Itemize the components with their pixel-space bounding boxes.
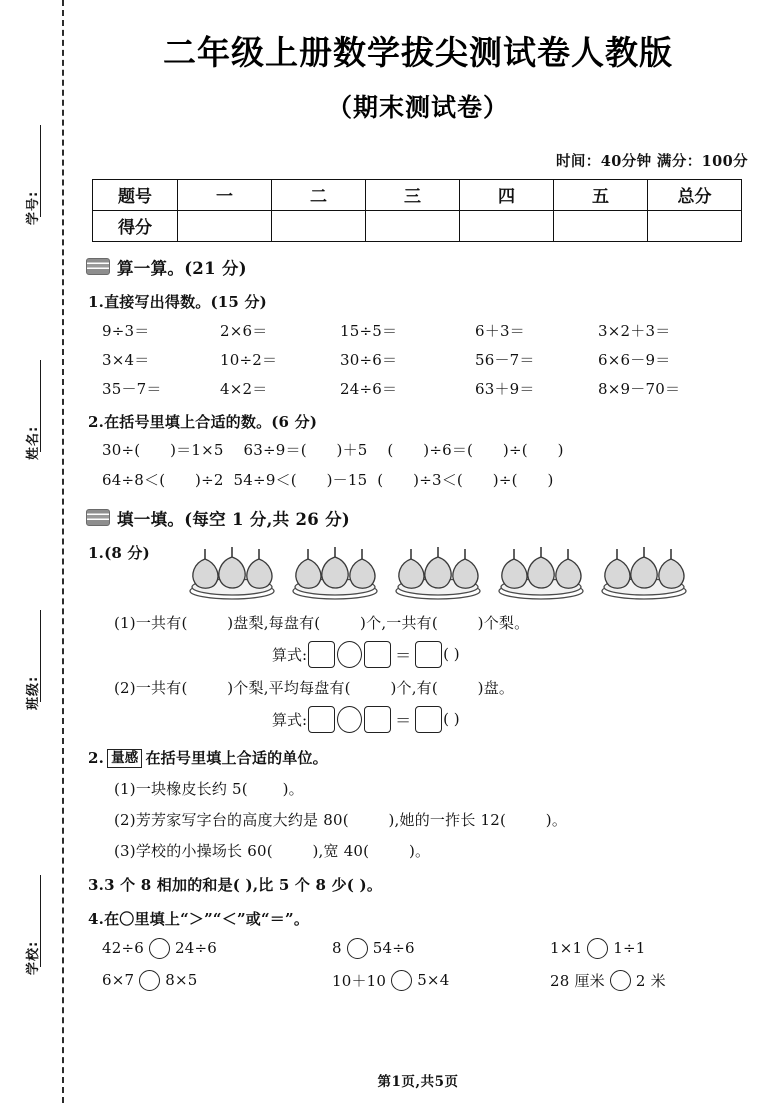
table-row-scores xyxy=(93,210,742,241)
q-number: 3. xyxy=(88,875,105,894)
comparison-item[interactable] xyxy=(332,970,550,991)
calc-item[interactable]: 8×9－70＝ xyxy=(598,379,681,398)
paren-fill-row[interactable]: 30÷( )＝1×5 63÷9＝( )＋5 ( )÷6＝( )÷( ) xyxy=(102,440,564,459)
comparison-grid xyxy=(102,938,752,991)
equals-sign: ＝ xyxy=(395,645,412,665)
formula-box-b[interactable] xyxy=(364,641,391,668)
calc-item[interactable]: 2×6＝ xyxy=(220,321,268,340)
section-bars-icon xyxy=(86,509,110,526)
formula-row-2 xyxy=(272,706,752,733)
arithmetic-row xyxy=(102,320,752,341)
score-value-3[interactable] xyxy=(460,210,554,241)
question-2-1-sub2[interactable]: (2)一共有( )个梨,平均每盘有( )个,有( )盘。 xyxy=(114,678,515,697)
formula-operator-circle[interactable] xyxy=(337,641,362,668)
q-text: 在括号里填上合适的单位。 xyxy=(145,748,328,767)
score-row-label-1: 得分 xyxy=(93,210,178,241)
comparison-item[interactable] xyxy=(102,938,332,959)
score-value-4[interactable] xyxy=(554,210,648,241)
arithmetic-row xyxy=(102,378,752,399)
score-col-5: 总分 xyxy=(648,179,742,210)
score-col-0: 一 xyxy=(178,179,272,210)
question-2-2-label xyxy=(88,747,752,768)
exam-meta: 时间：40分钟 满分：100分 xyxy=(556,152,748,170)
question-1-2-label xyxy=(88,411,752,432)
section-2-title: 填一填。(每空 1 分,共 26 分) xyxy=(117,509,350,529)
comparison-circle[interactable] xyxy=(587,938,608,959)
formula-label: 算式: xyxy=(272,710,308,729)
cmp-right: 1÷1 xyxy=(613,939,646,958)
calc-item[interactable]: 3×2＋3＝ xyxy=(598,321,671,340)
formula-unit-paren[interactable]: ( ) xyxy=(443,710,460,729)
formula-box-result[interactable] xyxy=(415,641,442,668)
score-value-5[interactable] xyxy=(648,210,742,241)
calc-item[interactable]: 63＋9＝ xyxy=(475,379,535,398)
calc-item[interactable]: 30÷6＝ xyxy=(340,350,398,369)
q-text: 直接写出得数。(15 分) xyxy=(104,292,267,311)
score-col-1: 二 xyxy=(272,179,366,210)
equals-sign: ＝ xyxy=(395,710,412,730)
cmp-right: 54÷6 xyxy=(372,939,415,958)
calc-item[interactable]: 6×6－9＝ xyxy=(598,350,671,369)
q-text: 在〇里填上“＞”“＜”或“＝”。 xyxy=(104,909,310,928)
cmp-left: 10＋10 xyxy=(332,971,387,990)
score-col-2: 三 xyxy=(366,179,460,210)
sidebar-label-xuehao: 学号: xyxy=(26,190,41,225)
comparison-row xyxy=(102,970,752,991)
pear-plate xyxy=(185,541,280,601)
comparison-item[interactable] xyxy=(550,938,750,959)
pear-plate xyxy=(494,541,589,601)
section-1-title: 算一算。(21 分) xyxy=(117,258,247,278)
section-bars-icon xyxy=(86,258,110,275)
calc-item[interactable]: 56－7＝ xyxy=(475,350,535,369)
score-col-4: 五 xyxy=(554,179,648,210)
comparison-item[interactable] xyxy=(550,970,750,991)
formula-label: 算式: xyxy=(272,645,308,664)
comparison-item[interactable] xyxy=(332,938,550,959)
exam-content xyxy=(84,0,752,1103)
page-title: 二年级上册数学拔尖测试卷人教版 xyxy=(163,33,673,72)
score-row-label-0: 题号 xyxy=(93,179,178,210)
comparison-circle[interactable] xyxy=(610,970,631,991)
liang-gan-tag: 量感 xyxy=(107,749,142,768)
cmp-left: 42÷6 xyxy=(102,939,144,958)
comparison-circle[interactable] xyxy=(347,938,368,959)
score-table xyxy=(92,179,742,242)
q-number: 2. xyxy=(88,412,105,431)
calc-item[interactable]: 9÷3＝ xyxy=(102,321,150,340)
section-1-header xyxy=(86,255,752,279)
cmp-right: 5×4 xyxy=(417,971,450,990)
question-2-1-sub1[interactable]: (1)一共有( )盘梨,每盘有( )个,一共有( )个梨。 xyxy=(114,613,530,632)
arithmetic-row xyxy=(102,349,752,370)
cut-dashed-line xyxy=(62,0,64,1103)
calc-item[interactable]: 6＋3＝ xyxy=(475,321,525,340)
formula-box-a[interactable] xyxy=(308,706,335,733)
q-number: 1. xyxy=(88,292,105,311)
q-number: 2. xyxy=(88,748,105,767)
unit-item[interactable]: (1)一块橡皮长约 5( )。 xyxy=(114,779,304,798)
q-text: (8 分) xyxy=(104,543,150,562)
cmp-right: 2 米 xyxy=(635,971,666,990)
score-col-3: 四 xyxy=(460,179,554,210)
section-2-header xyxy=(86,506,752,530)
comparison-row xyxy=(102,938,752,959)
comparison-circle[interactable] xyxy=(139,970,160,991)
page-footer: 第1页,共5页 xyxy=(377,1074,459,1090)
paren-fill-grid xyxy=(102,439,752,490)
pear-plates-illustration xyxy=(124,541,752,601)
score-value-2[interactable] xyxy=(366,210,460,241)
table-row-header xyxy=(93,179,742,210)
score-value-1[interactable] xyxy=(272,210,366,241)
calc-item[interactable]: 10÷2＝ xyxy=(220,350,278,369)
pear-plate xyxy=(597,541,692,601)
arithmetic-grid xyxy=(102,320,752,399)
formula-row-1 xyxy=(272,641,752,668)
question-2-4-label xyxy=(88,908,752,929)
unit-item[interactable]: (3)学校的小操场长 60( ),宽 40( )。 xyxy=(114,841,431,860)
cmp-left: 8 xyxy=(332,939,342,958)
formula-box-a[interactable] xyxy=(308,641,335,668)
cmp-left: 1×1 xyxy=(550,939,583,958)
calc-item[interactable]: 35－7＝ xyxy=(102,379,162,398)
q-number: 4. xyxy=(88,909,105,928)
calc-item[interactable]: 3×4＝ xyxy=(102,350,150,369)
cmp-right: 24÷6 xyxy=(175,939,217,958)
sidebar-label-xingming: 姓名: xyxy=(26,425,41,460)
sidebar-label-xuexiao: 学校: xyxy=(26,940,41,975)
calc-item[interactable]: 24÷6＝ xyxy=(340,379,398,398)
page-subtitle: （期末测试卷） xyxy=(326,92,509,122)
student-info-sidebar xyxy=(0,0,62,1103)
q-text: 在括号里填上合适的数。(6 分) xyxy=(104,412,318,431)
formula-box-b[interactable] xyxy=(364,706,391,733)
formula-operator-circle[interactable] xyxy=(337,706,362,733)
question-2-3-label xyxy=(88,874,752,895)
cmp-left: 28 厘米 xyxy=(550,971,605,990)
cmp-right: 8×5 xyxy=(165,971,198,990)
formula-box-result[interactable] xyxy=(415,706,442,733)
comparison-circle[interactable] xyxy=(391,970,412,991)
formula-unit-paren[interactable]: ( ) xyxy=(443,645,460,664)
pear-plate xyxy=(288,541,383,601)
score-value-0[interactable] xyxy=(178,210,272,241)
q-text[interactable]: 3 个 8 相加的和是( ),比 5 个 8 少( )。 xyxy=(104,875,383,894)
paren-fill-row[interactable]: 64÷8＜( )÷2 54÷9＜( )－15 ( )÷3＜( )÷( ) xyxy=(102,470,554,489)
comparison-circle[interactable] xyxy=(149,938,170,959)
calc-item[interactable]: 4×2＝ xyxy=(220,379,268,398)
unit-item[interactable]: (2)芳芳家写字台的高度大约是 80( ),她的一拃长 12( )。 xyxy=(114,810,568,829)
q-number: 1. xyxy=(88,543,105,562)
question-1-1-label xyxy=(88,291,752,312)
pear-plate xyxy=(391,541,486,601)
cmp-left: 6×7 xyxy=(102,971,135,990)
calc-item[interactable]: 15÷5＝ xyxy=(340,321,398,340)
comparison-item[interactable] xyxy=(102,970,332,991)
sidebar-label-banji: 班级: xyxy=(26,675,41,710)
